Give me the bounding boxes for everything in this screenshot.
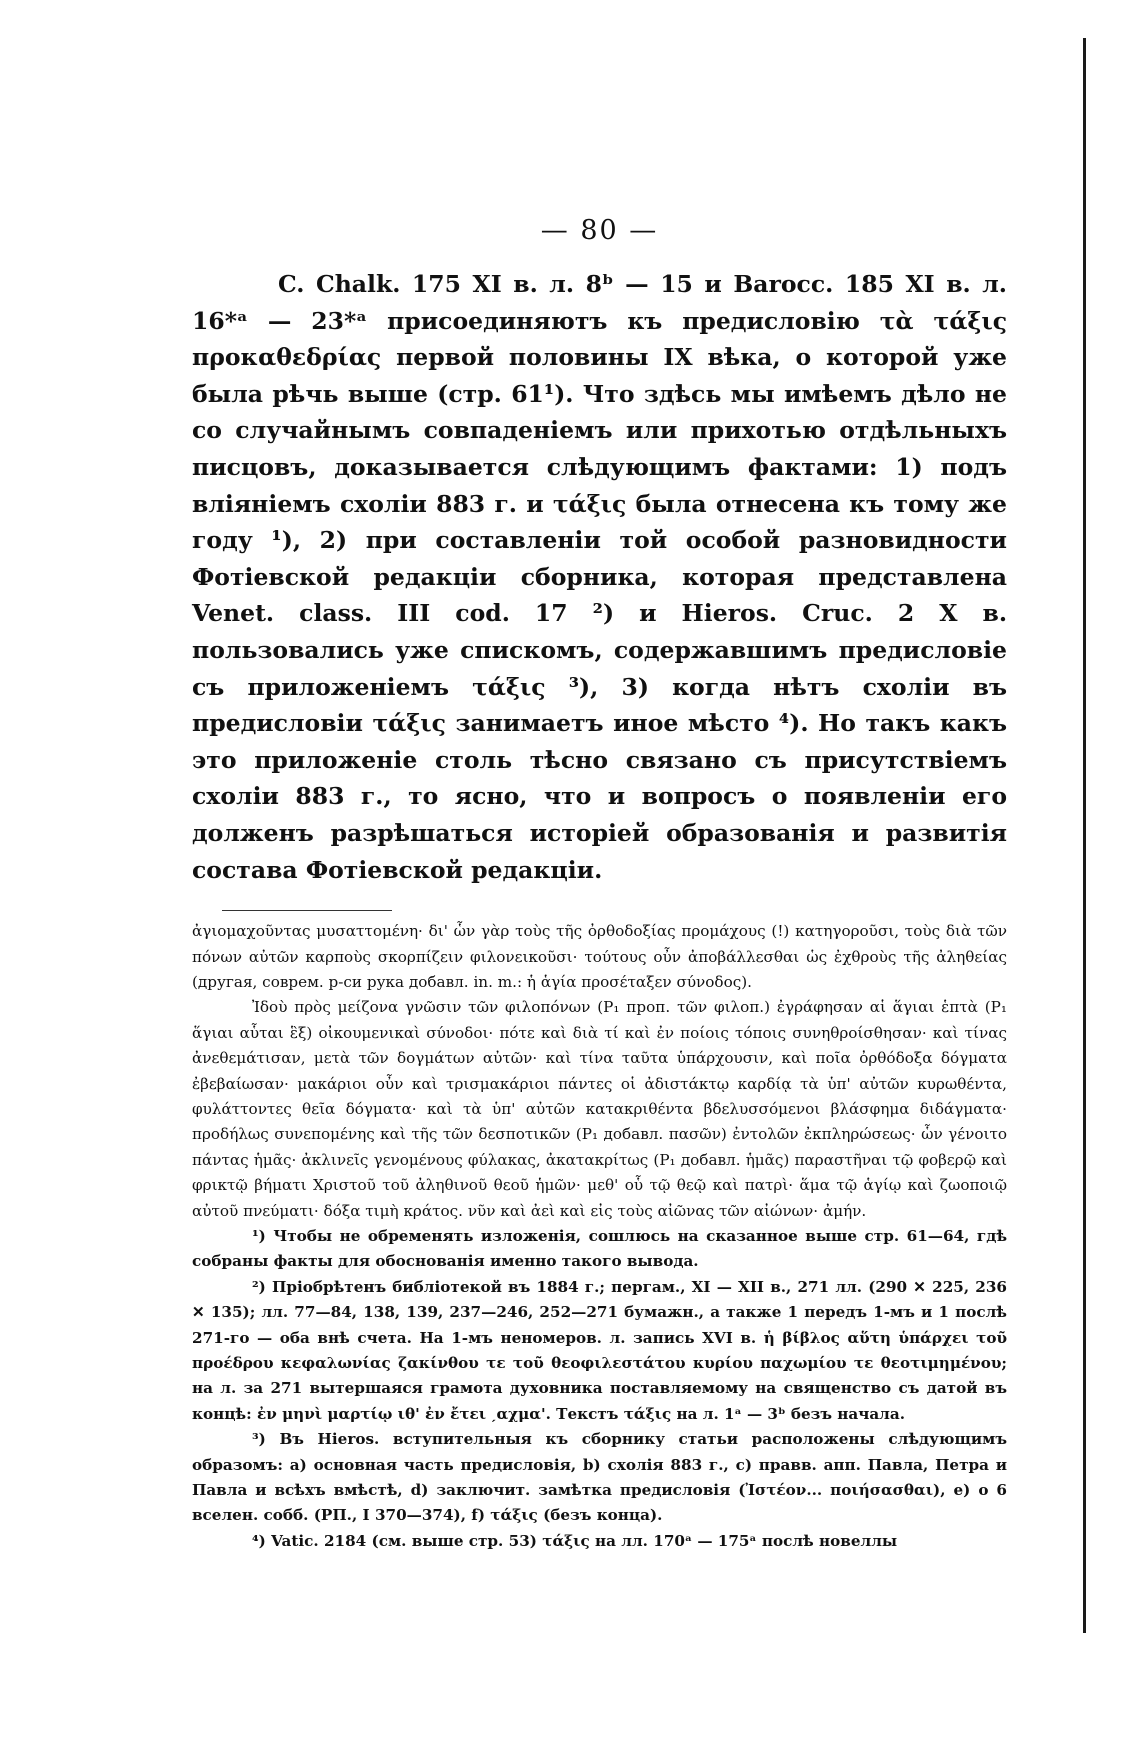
book-page	[192, 215, 1007, 1554]
footnotes-block	[192, 919, 1007, 1554]
footnote-3: ³) Въ Hieros. вступительныя къ сборнику статьи расположены слѣдующимъ образомъ: а) основная часть предисловія, b) схолія 883 г., c) правв. апп. Павла, Петра и Павла и всѣхъ вмѣстѣ, d) заключит. замѣтка предисловія (Ἰστέον... ποιήσασθαι), e) о 6 вселен. собб. (РП., I 370—374), f) τάξις (безъ конца).	[192, 1430, 1007, 1525]
note-continuation-paragraph: ἀγιομαχοῦντας μυσαττομένη· δι' ὧν γὰρ τοὺς τῆς ὀρθοδοξίας προμάχους (!) κατηγοροῦσι, τοὺς διὰ τῶν πόνων αὐτῶν καρποὺς σκορπίζειν φιλονεικοῦσι· τούτους οὖν ἀποβάλλεσθαι ὡς ἐχθροὺς τῆς ἀληθείας (другая, соврем. р-си рука добавл. in. m.: ἡ ἁγία προσέταξεν σύνοδος).	[192, 922, 1007, 991]
footnote-4: ⁴) Vatic. 2184 (см. выше стр. 53) τάξις на лл. 170ᵃ — 175ᵃ послѣ новеллы	[252, 1531, 898, 1550]
note-continuation-paragraph: Ἰδοὺ πρὸς μείζονα γνῶσιν τῶν φιλοπόνων (P₁ проп. τῶν φιλοπ.) ἐγράφησαν αἱ ἅγιαι ἑπτὰ (P₁ ἅγιαι αὗται ἓξ) οἰκουμενικαὶ σύνοδοι· πότε καὶ διὰ τί καὶ ἐν ποίοις τόποις συνηθροίσθησαν· καὶ τίνας ἀνεθεμάτισαν, μετὰ τῶν δογμάτων αὐτῶν· καὶ τίνα ταῦτα ὑπάρχουσιν, καὶ ποῖα ὀρθόδοξα δόγματα ἐβεβαίωσαν· μακάριοι οὖν καὶ τρισμακάριοι πάντες οἱ ἀδιστάκτῳ καρδίᾳ τὰ ὑπ' αὐτῶν κυρωθέντα, φυλάττοντες θεῖα δόγματα· καὶ τὰ ὑπ' αὐτῶν κατακριθέντα βδελυσσόμενοι βλάσφημα διδάγματα· προδήλως συνεπομένης καὶ τῆς τῶν δεσποτικῶν (P₁ добавл. πασῶν) ἐντολῶν ἐκπληρώσεως· ὧν γένοιτο πάντας ἡμᾶς· ἀκλινεῖς γενομένους φύλακας, ἀκατακρίτως (P₁ добавл. ἡμᾶς) παραστῆναι τῷ φοβερῷ καὶ φρικτῷ βήματι Χριστοῦ τοῦ ἀληθινοῦ θεοῦ ἡμῶν· μεθ' οὗ τῷ θεῷ καὶ πατρὶ· ἅμα τῷ ἁγίῳ καὶ ζωοποιῷ αὐτοῦ πνεύματι· δόξα τιμὴ κράτος. νῦν καὶ ἀεὶ καὶ εἰς τοὺς αἰῶνας τῶν αἰώνων· ἀμήν.	[192, 998, 1007, 1220]
main-paragraph: C. Chalk. 175 XI в. л. 8ᵇ — 15 и Barocc. 185 XI в. л. 16*ᵃ — 23*ᵃ присоединяютъ къ предисловію τὰ τάξις προκαθεδρίας первой половины IX вѣка, о которой уже была рѣчь выше (стр. 61¹). Что здѣсь мы имѣемъ дѣло не со случайнымъ совпаденіемъ или прихотью отдѣльныхъ писцовъ, доказывается слѣдующимъ фактами: 1) подъ вліяніемъ схоліи 883 г. и τάξις была отнесена къ тому же году ¹), 2) при составленіи той особой разновидности Фотіевской редакціи сборника, которая представлена Venet. class. III cod. 17 ²) и Hieros. Cruc. 2 X в. пользовались уже спискомъ, содержавшимъ предисловіе съ приложеніемъ τάξις ³), 3) когда нѣтъ схоліи въ предисловіи τάξις занимаетъ иное мѣсто ⁴). Но такъ какъ это приложеніе столь тѣсно связано съ присутствіемъ схоліи 883 г., то ясно, что и вопросъ о появленіи его долженъ разрѣшаться исторіей образованія и развитія состава Фотіевской редакціи.	[192, 270, 1007, 884]
page-number: — 80 —	[540, 215, 659, 246]
footnote-2: ²) Пріобрѣтенъ библіотекой въ 1884 г.; пергам., XI — XII в., 271 лл. (290 ✕ 225, 236 ✕ 135); лл. 77—84, 138, 139, 237—246, 252—271 бумажн., а также 1 передъ 1-мъ и 1 послѣ 271-го — оба внѣ счета. На 1-мъ неномеров. л. запись XVI в. ἡ βίβλος αὕτη ὑπάρχει τοῦ προέδρου κεφαλωνίας ζακίνθου τε τοῦ θεοφιλεστάτου κυρίου παχωμίου τε θεοτιμημένου; на л. за 271 вытершаяся грамота духовника поставляемому на священство съ датой въ концѣ: ἐν μηνὶ μαρτίῳ ιθ' ἐν ἔτει ˏαχμα'. Текстъ τάξις на л. 1ᵃ — 3ᵇ безъ начала.	[192, 1277, 1007, 1423]
footnote-1: ¹) Чтобы не обременять изложенія, сошлюсь на сказанное выше стр. 61—64, гдѣ собраны факты для обоснованія именно такого вывода.	[192, 1226, 1007, 1271]
main-text	[192, 266, 1007, 888]
page-edge-line	[1083, 38, 1086, 1633]
footnote-separator	[222, 910, 392, 911]
